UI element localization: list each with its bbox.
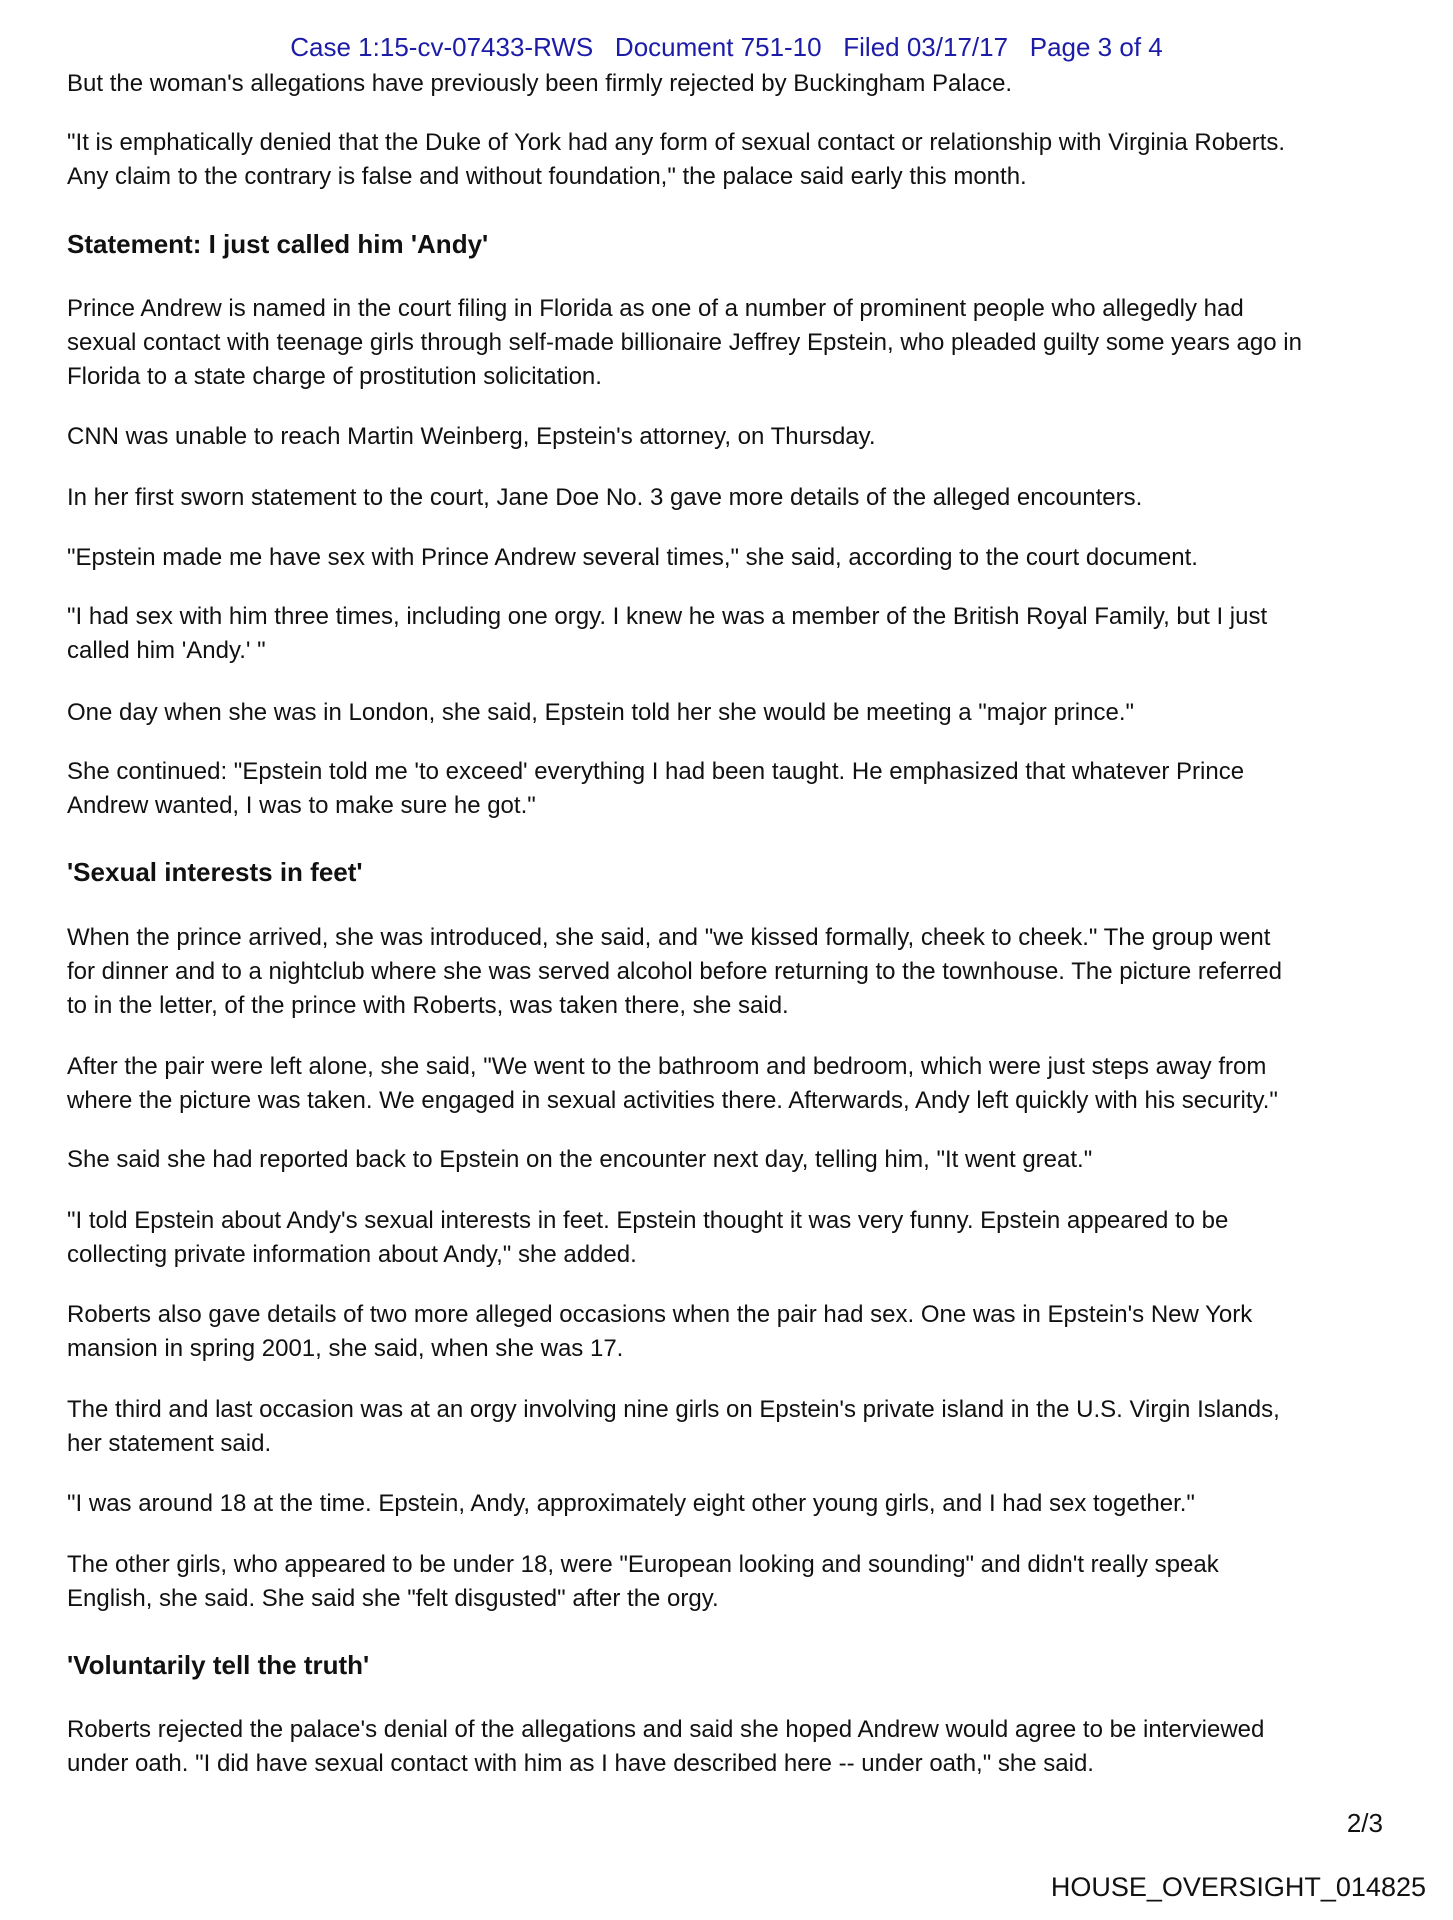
paragraph bbox=[67, 1050, 1278, 1118]
paragraph bbox=[67, 600, 1267, 668]
text-line: "I told Epstein about Andy's sexual interests in feet. Epstein thought it was very funny. Epstein appeared to be bbox=[67, 1207, 1229, 1234]
text-line: But the woman's allegations have previously been firmly rejected by Buckingham Palace. bbox=[67, 70, 1013, 97]
case-header: Case 1:15-cv-07433-RWS Document 751-10 Filed 03/17/17 Page 3 of 4 bbox=[290, 32, 1163, 62]
paragraph bbox=[67, 1204, 1228, 1272]
paragraph bbox=[67, 1298, 1252, 1366]
text-line: 'Voluntarily tell the truth' bbox=[67, 1650, 370, 1680]
text-line: where the picture was taken. We engaged in sexual activities there. Afterwards, Andy left quickly with his security." bbox=[67, 1087, 1278, 1114]
text-line: under oath. "I did have sexual contact with him as I have described here -- under oath," she said. bbox=[67, 1750, 1094, 1777]
text-line: When the prince arrived, she was introduced, she said, and "we kissed formally, cheek to cheek." The group went bbox=[67, 924, 1271, 951]
paragraph bbox=[67, 1713, 1264, 1781]
text-line: In her first sworn statement to the court, Jane Doe No. 3 gave more details of the alleged encounters. bbox=[67, 484, 1143, 511]
page-number: 2/3 bbox=[1346, 1808, 1383, 1838]
text-line: Roberts also gave details of two more alleged occasions when the pair had sex. One was in Epstein's New York bbox=[67, 1301, 1253, 1328]
text-line: One day when she was in London, she said, Epstein told her she would be meeting a "major prince." bbox=[67, 699, 1135, 726]
paragraph bbox=[67, 1548, 1219, 1616]
paragraph bbox=[67, 126, 1285, 194]
bates-number: HOUSE_OVERSIGHT_014825 bbox=[1050, 1872, 1426, 1902]
text-line: sexual contact with teenage girls through self-made billionaire Jeffrey Epstein, who pleaded guilty some years ago in bbox=[67, 329, 1302, 356]
text-line: "It is emphatically denied that the Duke of York had any form of sexual contact or relationship with Virginia Roberts. bbox=[67, 129, 1286, 156]
text-line: "I had sex with him three times, including one orgy. I knew he was a member of the British Royal Family, but I just bbox=[67, 603, 1268, 630]
text-line: Any claim to the contrary is false and without foundation," the palace said early this month. bbox=[67, 163, 1027, 190]
text-line: mansion in spring 2001, she said, when she was 17. bbox=[67, 1335, 624, 1362]
text-line: for dinner and to a nightclub where she was served alcohol before returning to the townhouse. The picture referred bbox=[67, 958, 1282, 985]
paragraph bbox=[67, 420, 876, 454]
text-line: The third and last occasion was at an orgy involving nine girls on Epstein's private island in the U.S. Virgin Islands, bbox=[67, 1396, 1280, 1423]
section-heading bbox=[67, 855, 363, 889]
paragraph bbox=[67, 481, 1142, 515]
paragraph bbox=[67, 67, 1012, 101]
text-line: collecting private information about Andy," she added. bbox=[67, 1241, 637, 1268]
text-line: She said she had reported back to Epstein on the encounter next day, telling him, "It went great." bbox=[67, 1146, 1093, 1173]
text-line: Andrew wanted, I was to make sure he got." bbox=[67, 792, 536, 819]
text-line: Statement: I just called him 'Andy' bbox=[67, 229, 489, 259]
paragraph bbox=[67, 541, 1198, 575]
paragraph bbox=[67, 1143, 1092, 1177]
section-heading bbox=[67, 1648, 369, 1682]
text-line: her statement said. bbox=[67, 1430, 272, 1457]
section-heading bbox=[67, 227, 488, 261]
text-line: She continued: "Epstein told me 'to exceed' everything I had been taught. He emphasized that whatever Prince bbox=[67, 758, 1245, 785]
text-line: Florida to a state charge of prostitution solicitation. bbox=[67, 363, 602, 390]
text-line: The other girls, who appeared to be under 18, were "European looking and sounding" and didn't really speak bbox=[67, 1551, 1219, 1578]
paragraph bbox=[67, 1487, 1195, 1521]
paragraph bbox=[67, 921, 1282, 1023]
text-line: to in the letter, of the prince with Roberts, was taken there, she said. bbox=[67, 992, 789, 1019]
text-line: "I was around 18 at the time. Epstein, Andy, approximately eight other young girls, and I had sex together." bbox=[67, 1490, 1195, 1517]
text-line: Roberts rejected the palace's denial of the allegations and said she hoped Andrew would agree to be interviewed bbox=[67, 1716, 1265, 1743]
paragraph bbox=[67, 1393, 1280, 1461]
text-line: called him 'Andy.' " bbox=[67, 637, 266, 664]
text-line: English, she said. She said she "felt disgusted" after the orgy. bbox=[67, 1585, 719, 1612]
text-line: CNN was unable to reach Martin Weinberg, Epstein's attorney, on Thursday. bbox=[67, 423, 876, 450]
text-line: After the pair were left alone, she said, "We went to the bathroom and bedroom, which were just steps away from bbox=[67, 1053, 1267, 1080]
text-line: "Epstein made me have sex with Prince Andrew several times," she said, according to the court document. bbox=[67, 544, 1198, 571]
paragraph bbox=[67, 696, 1134, 730]
text-line: Prince Andrew is named in the court filing in Florida as one of a number of prominent people who allegedly had bbox=[67, 295, 1244, 322]
paragraph bbox=[67, 755, 1244, 823]
text-line: 'Sexual interests in feet' bbox=[67, 857, 363, 887]
paragraph bbox=[67, 292, 1302, 394]
